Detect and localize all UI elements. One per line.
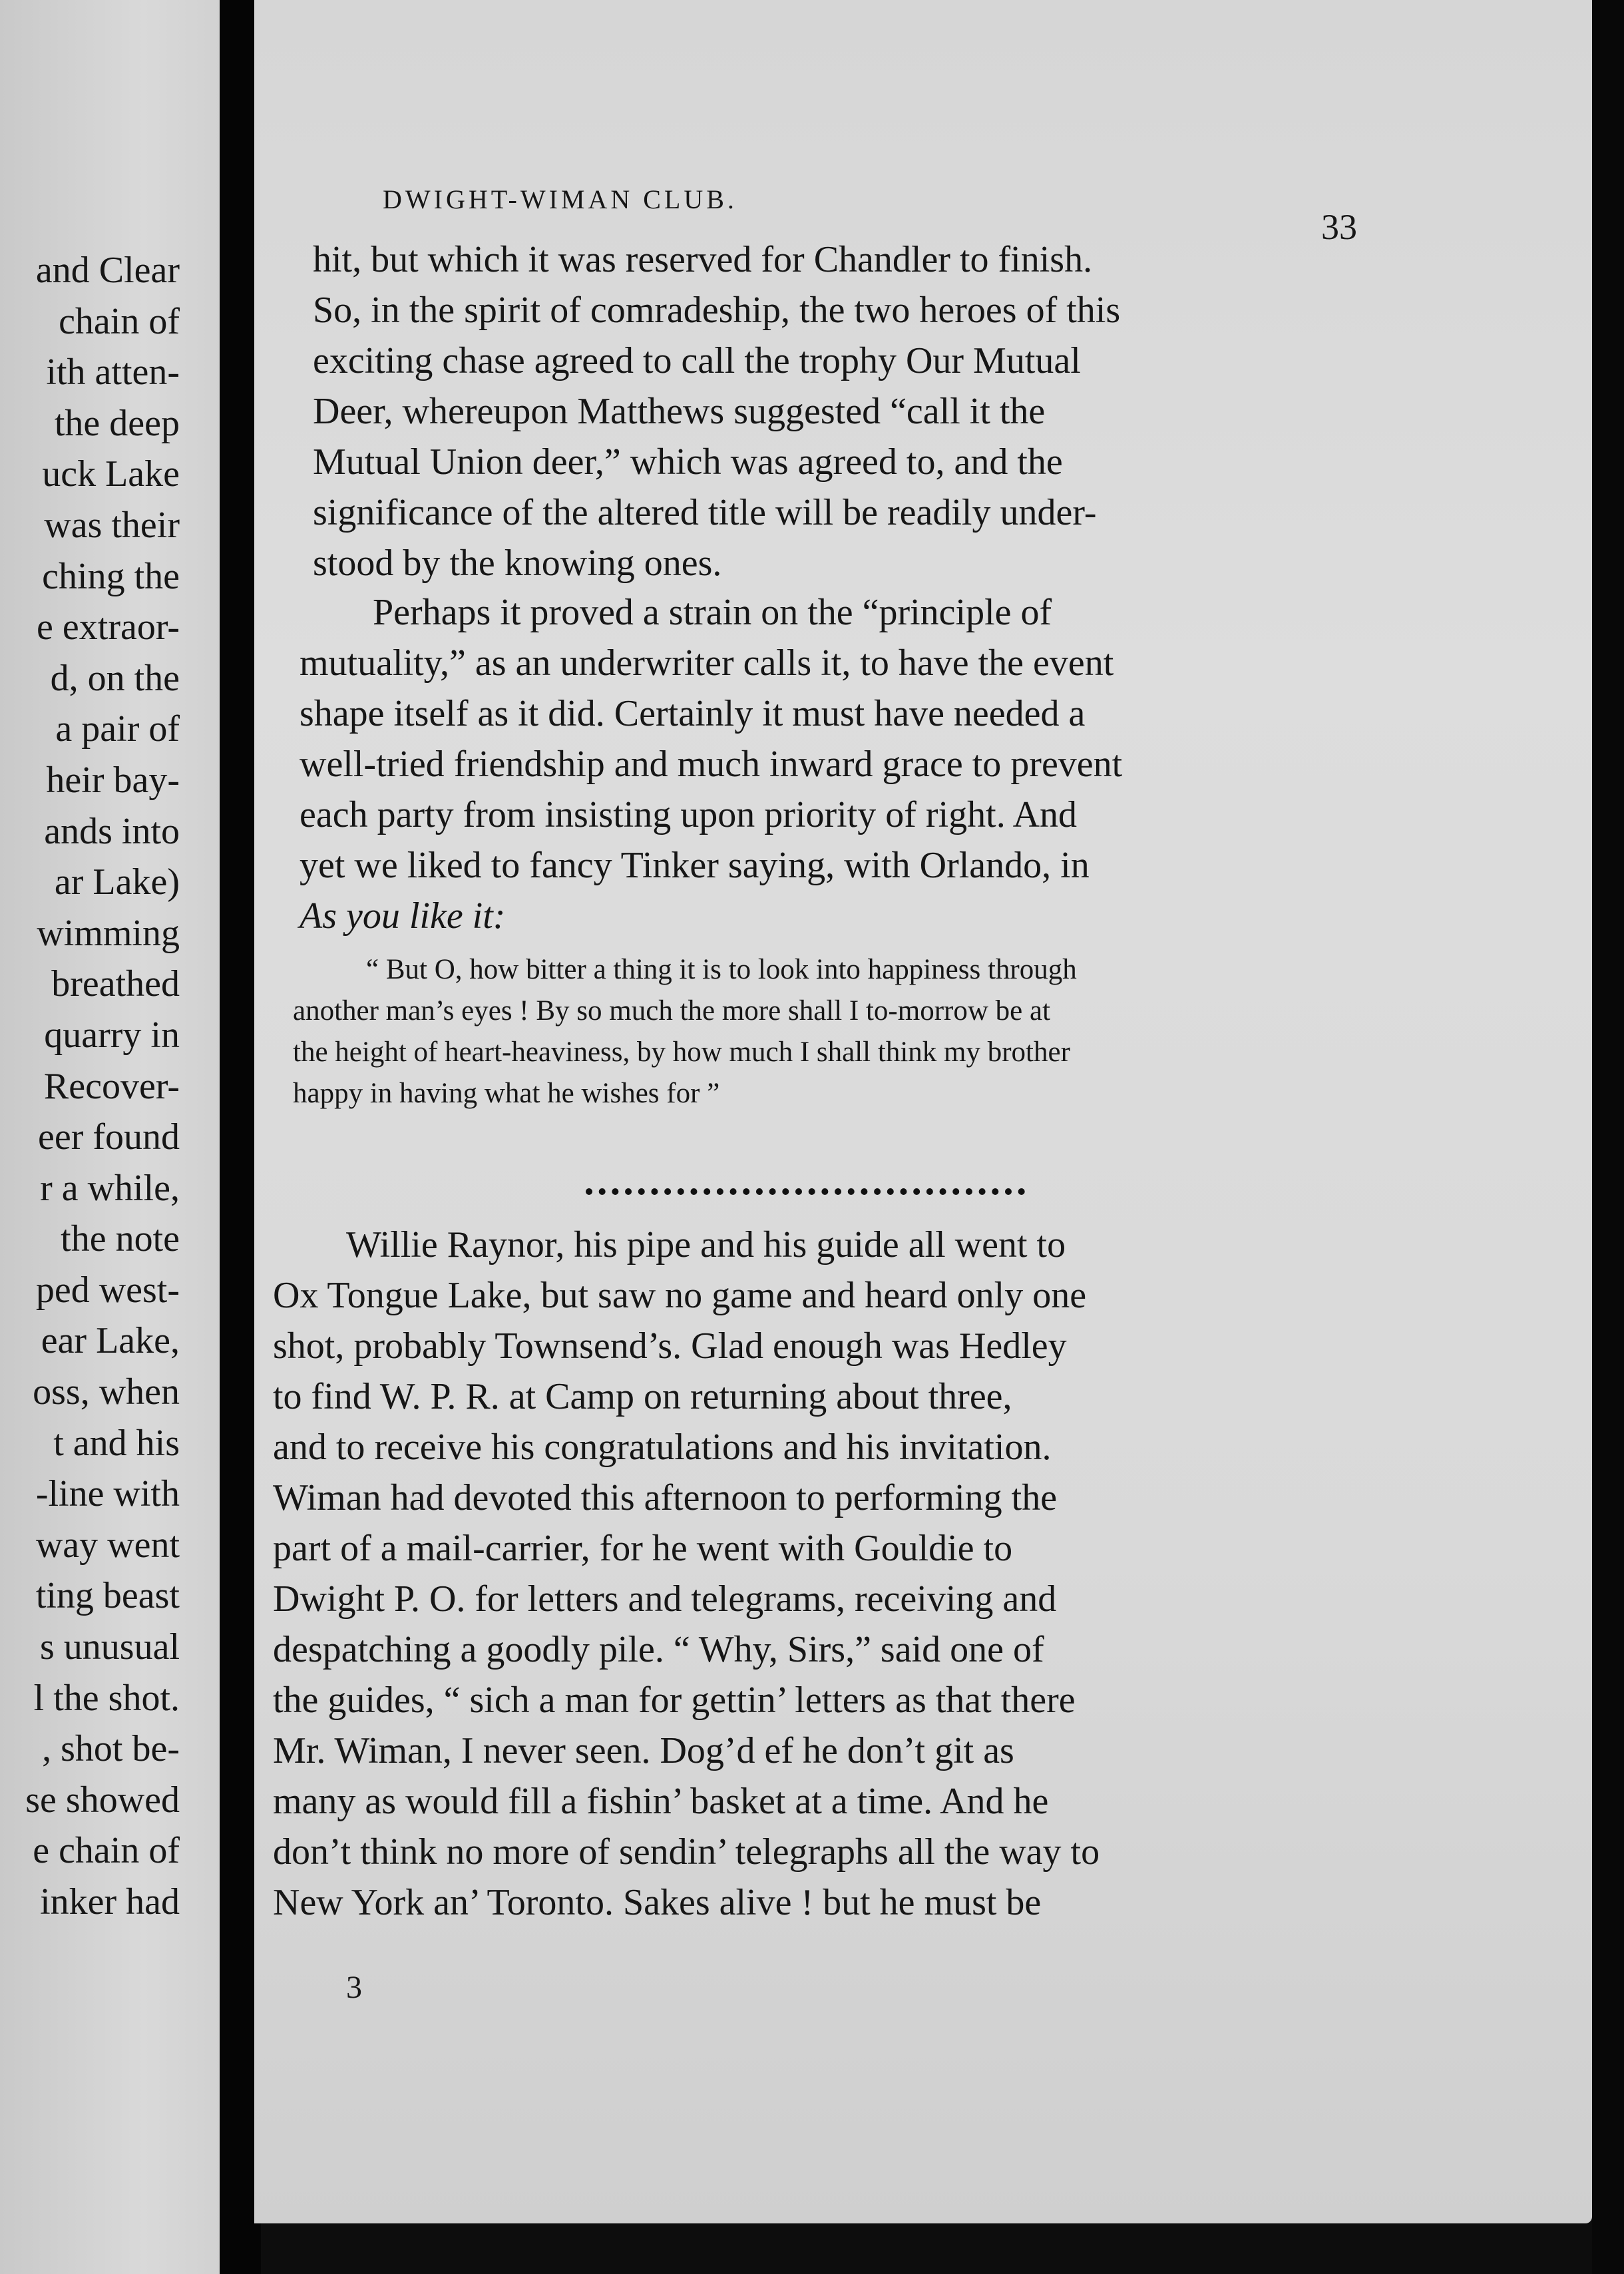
text-line: shot, probably Townsend’s. Glad enough was Hedley bbox=[273, 1325, 1067, 1367]
text-line: part of a mail-carrier, for he went with Gouldie to bbox=[273, 1528, 1013, 1569]
text-line: d, on the bbox=[50, 657, 180, 699]
text-line: ped west- bbox=[35, 1269, 180, 1311]
quote-line: “ But O, how bitter a thing it is to look into happiness through bbox=[366, 954, 1077, 985]
text-line: yet we liked to fancy Tinker saying, with Orlando, in bbox=[300, 845, 1090, 886]
text-line: each party from insisting upon priority of right. And bbox=[300, 794, 1078, 835]
text-line: and to receive his congratulations and his invitation. bbox=[273, 1427, 1052, 1468]
text-line: Mutual Union deer,” which was agreed to, and the bbox=[313, 441, 1063, 483]
text-line: quarry in bbox=[44, 1014, 180, 1056]
text-line: Perhaps it proved a strain on the “principle of bbox=[373, 592, 1052, 633]
text-line: So, in the spirit of comradeship, the two heroes of this bbox=[313, 290, 1121, 331]
text-line: Mr. Wiman, I never seen. Dog’d ef he don’t git as bbox=[273, 1730, 1014, 1771]
text-line: ith atten- bbox=[46, 351, 180, 393]
left-page-text bbox=[25, 245, 180, 1928]
text-line: wimming bbox=[37, 912, 180, 954]
text-line: -line with bbox=[35, 1473, 180, 1515]
text-line: way went bbox=[35, 1524, 180, 1566]
text-line: ar Lake) bbox=[54, 861, 180, 903]
text-line: a pair of bbox=[55, 708, 180, 750]
text-line: e chain of bbox=[33, 1830, 180, 1872]
text-line: don’t think no more of sendin’ telegraphs all the way to bbox=[273, 1831, 1100, 1873]
text-line: r a while, bbox=[40, 1167, 180, 1209]
text-line: t and his bbox=[53, 1422, 180, 1464]
text-line: breathed bbox=[51, 963, 180, 1005]
running-head: DWIGHT-WIMAN CLUB. bbox=[383, 184, 737, 214]
text-line: ear Lake, bbox=[41, 1320, 180, 1362]
text-line: New York an’ Toronto. Sakes alive ! but he must be bbox=[273, 1882, 1042, 1923]
text-line: despatching a goodly pile. “ Why, Sirs,” said one of bbox=[273, 1629, 1044, 1670]
text-line: hit, but which it was reserved for Chandler to finish. bbox=[313, 239, 1093, 280]
scan-edge bbox=[1592, 0, 1624, 2274]
text-line: to find W. P. R. at Camp on returning about three, bbox=[273, 1376, 1012, 1417]
quote-line: another man’s eyes ! By so much the more shall I to-morrow be at bbox=[293, 995, 1051, 1026]
text-line: uck Lake bbox=[42, 453, 180, 495]
left-page-fragment bbox=[0, 0, 240, 2274]
text-line: ching the bbox=[42, 555, 180, 597]
quote-line: happy in having what he wishes for ” bbox=[293, 1078, 720, 1109]
section-divider bbox=[586, 1188, 1025, 1195]
text-line: was their bbox=[44, 504, 180, 546]
text-line: mutuality,” as an underwriter calls it, to have the event bbox=[300, 642, 1114, 684]
text-line: eer found bbox=[37, 1116, 180, 1158]
text-line: Ox Tongue Lake, but saw no game and heard only one bbox=[273, 1275, 1087, 1316]
text-line-italic: As you like it: bbox=[300, 895, 506, 937]
text-line: se showed bbox=[25, 1779, 180, 1821]
text-line: and Clear bbox=[35, 250, 180, 291]
text-line: e extraor- bbox=[37, 606, 180, 648]
text-line: oss, when bbox=[33, 1371, 180, 1413]
text-line: Wiman had devoted this afternoon to performing the bbox=[273, 1477, 1058, 1518]
page-number: 33 bbox=[1321, 207, 1357, 247]
text-line: ands into bbox=[44, 810, 180, 852]
text-line: the guides, “ sich a man for gettin’ letters as that there bbox=[273, 1680, 1076, 1721]
text-line: ting beast bbox=[35, 1575, 180, 1617]
text-line: l the shot. bbox=[33, 1677, 180, 1719]
text-line: well-tried friendship and much inward grace to prevent bbox=[300, 744, 1123, 785]
text-line: chain of bbox=[59, 300, 180, 342]
text-line: heir bay- bbox=[46, 759, 180, 801]
signature-mark: 3 bbox=[346, 1970, 362, 2005]
text-line: significance of the altered title will be readily under- bbox=[313, 492, 1097, 533]
text-line: , shot be- bbox=[42, 1728, 180, 1770]
text-line: the deep bbox=[54, 402, 180, 444]
text-line: many as would fill a fishin’ basket at a time. And he bbox=[273, 1781, 1049, 1822]
text-line: Willie Raynor, his pipe and his guide all went to bbox=[346, 1224, 1066, 1265]
text-line: the note bbox=[61, 1218, 180, 1260]
text-line: s unusual bbox=[40, 1626, 180, 1668]
text-line: Recover- bbox=[43, 1065, 180, 1107]
text-line: Deer, whereupon Matthews suggested “call it the bbox=[313, 391, 1046, 432]
quote-line: the height of heart-heaviness, by how much I shall think my brother bbox=[293, 1036, 1070, 1068]
text-line: Dwight P. O. for letters and telegrams, receiving and bbox=[273, 1578, 1057, 1620]
text-line: exciting chase agreed to call the trophy Our Mutual bbox=[313, 340, 1081, 381]
text-line: inker had bbox=[40, 1881, 180, 1923]
text-line: shape itself as it did. Certainly it must have needed a bbox=[300, 693, 1086, 734]
text-line: stood by the knowing ones. bbox=[313, 543, 722, 584]
